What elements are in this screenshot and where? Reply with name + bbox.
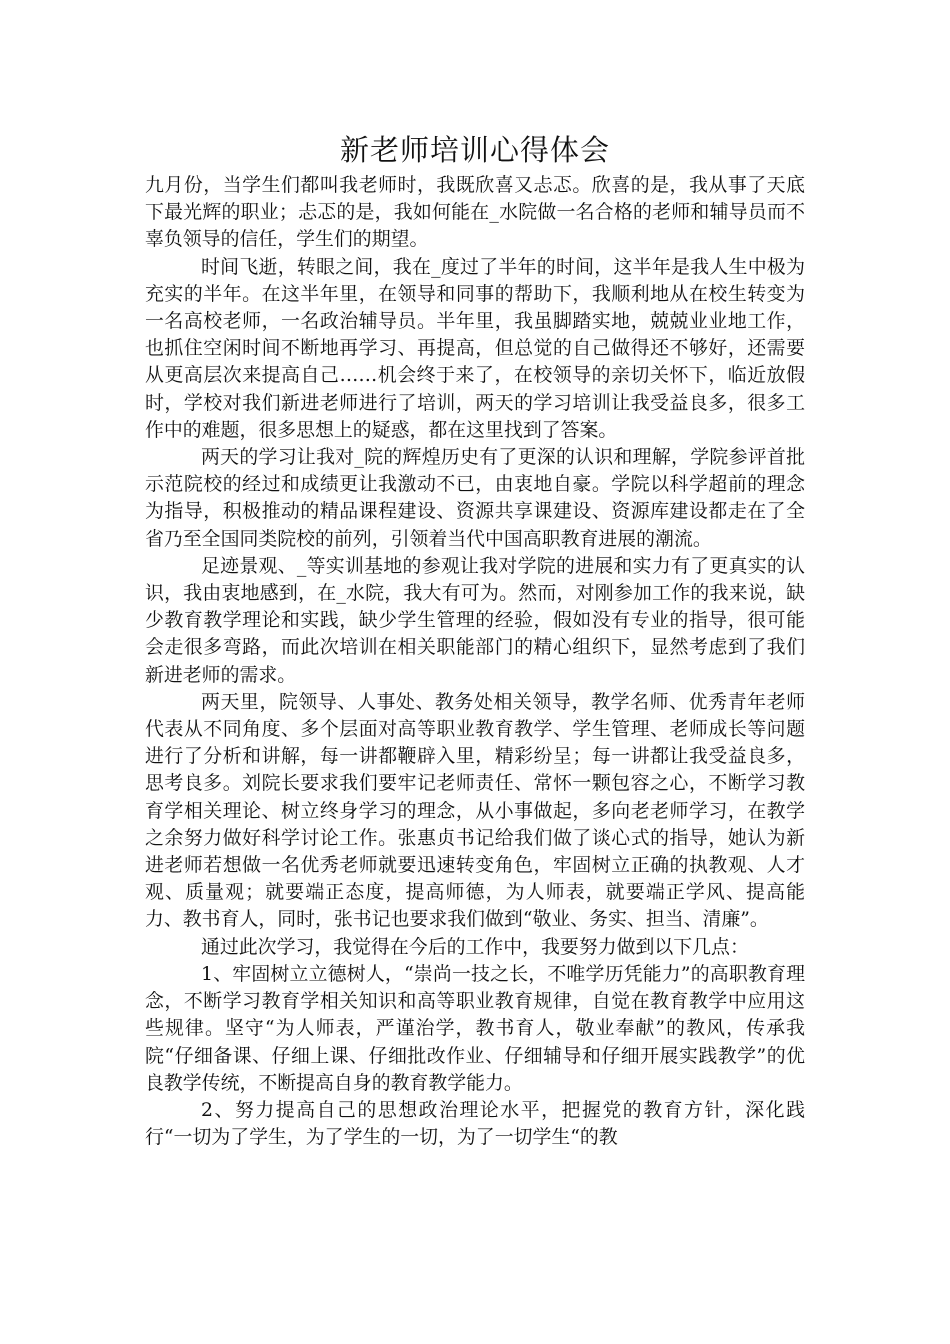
document-title: 新老师培训心得体会: [339, 133, 610, 167]
paragraph-4: 足迹景观、_等实训基地的参观让我对学院的进展和实力有了更真实的认识，我由衷地感到，在_水院，我大有可为。然而，对刚参加工作的我来说，缺少教育教学理论和实践，缺少学生管理的经验，假如没有专业的指导，很可能会走很多弯路，而此次培训在相关职能部门的精心组织下，显然考虑到了我们新进老师的需求。: [145, 554, 805, 686]
document-page: [145, 128, 805, 1151]
paragraph-5: 两天里，院领导、人事处、教务处相关领导，教学名师、优秀青年老师代表从不同角度、多个层面对高等职业教育教学、学生管理、老师成长等问题进行了分析和讲解，每一讲都鞭辟入里，精彩纷呈；每一讲都让我受益良多，思考良多。刘院长要求我们要牢记老师责任、常怀一颗包容之心，不断学习教育学相关理论、树立终身学习的理念，从小事做起，多向老老师学习，在教学之余努力做好科学讨论工作。张惠贞书记给我们做了谈心式的指导，她认为新进老师若想做一名优秀老师就要迅速转变角色，牢固树立正确的执教观、人才观、质量观；就要端正态度，提高师德，为人师表，就要端正学风、提高能力、教书育人，同时，张书记也要求我们做到“敬业、务实、担当、清廉”。: [145, 690, 805, 931]
paragraph-2: 时间飞逝，转眼之间，我在_度过了半年的时间，这半年是我人生中极为充实的半年。在这半年里，在领导和同事的帮助下，我顺利地从在校生转变为一名高校老师，一名政治辅导员。半年里，我虽脚踏实地，兢兢业业地工作，也抓住空闲时间不断地再学习、再提高，但总觉的自己做得还不够好，还需要从更高层次来提高自己……机会终于来了，在校领导的亲切关怀下，临近放假时，学校对我们新进老师进行了培训，两天的学习培训让我受益良多，很多工作中的难题，很多思想上的疑惑，都在这里找到了答案。: [145, 255, 805, 441]
paragraph-8: 2、努力提高自己的思想政治理论水平，把握党的教育方针，深化践行“一切为了学生，为了学生的一切，为了一切学生“的教: [145, 1098, 805, 1149]
paragraph-1: 九月份，当学生们都叫我老师时，我既欣喜又忐忑。欣喜的是，我从事了天底下最光辉的职业；忐忑的是，我如何能在_水院做一名合格的老师和辅导员而不辜负领导的信任，学生们的期望。: [145, 174, 805, 251]
paragraph-7: 1、牢固树立立德树人，“崇尚一技之长，不唯学历凭能力”的高职教育理念，不断学习教育学相关知识和高等职业教育规律，自觉在教育教学中应用这些规律。坚守“为人师表，严谨治学，教书育人，敬业奉献”的教风，传承我院“仔细备课、仔细上课、仔细批改作业、仔细辅导和仔细开展实践教学”的优良教学传统，不断提高自身的教育教学能力。: [145, 962, 805, 1094]
paragraph-6: 通过此次学习，我觉得在今后的工作中，我要努力做到以下几点：: [201, 935, 749, 958]
paragraph-3: 两天的学习让我对_院的辉煌历史有了更深的认识和理解，学院参评首批示范院校的经过和成绩更让我激动不已，由衷地自豪。学院以科学超前的理念为指导，积极推动的精品课程建设、资源共享课建设、资源库建设都走在了全省乃至全国同类院校的前列，引领着当代中国高职教育进展的潮流。: [145, 446, 805, 550]
